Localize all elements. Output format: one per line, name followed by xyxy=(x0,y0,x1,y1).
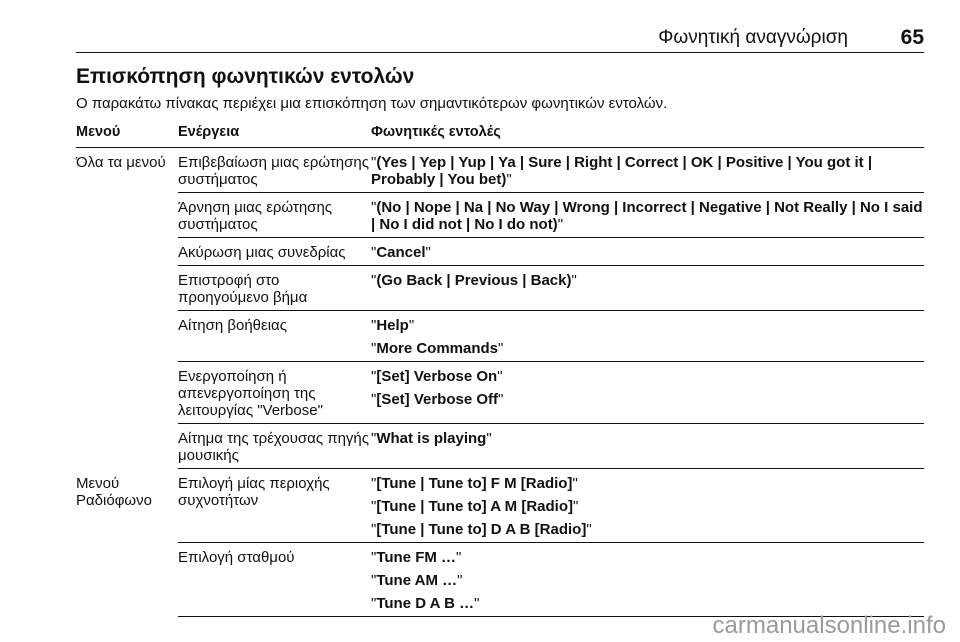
command-line: "Cancel" xyxy=(371,244,431,261)
command-text: [Tune | Tune to] D A B [Radio] xyxy=(376,521,587,538)
command-line: "[Set] Verbose Off" xyxy=(371,391,504,408)
action-cell: Επιλογή μίας περιοχής συχνοτήτων xyxy=(178,469,371,543)
action-cell: Επιλογή σταθμού xyxy=(178,543,371,617)
action-cell: Επιστροφή στο προηγούμενο βήμα xyxy=(178,266,371,311)
command-text: What is playing xyxy=(376,430,487,447)
watermark-text: carmanualsonline.info xyxy=(712,612,946,639)
commands-cell xyxy=(371,311,924,362)
table-row xyxy=(76,543,924,617)
table-row xyxy=(76,266,924,311)
table-row xyxy=(76,148,924,193)
commands-cell xyxy=(371,193,924,238)
command-line: "(No | Nope | Na | No Way | Wrong | Incorrect | Negative | Not Really | No I said | No I did not | No I do not)" xyxy=(371,199,923,233)
command-text: [Tune | Tune to] A M [Radio] xyxy=(376,498,573,515)
command-text: Tune D A B … xyxy=(376,595,475,612)
commands-cell xyxy=(371,543,924,617)
command-text: [Set] Verbose Off xyxy=(376,391,499,408)
section-intro: Ο παρακάτω πίνακας περιέχει μια επισκόπηση των σημαντικότερων φωνητικών εντολών. xyxy=(76,95,668,112)
command-text: (Go Back | Previous | Back) xyxy=(376,272,572,289)
command-text: [Set] Verbose On xyxy=(376,368,498,385)
column-header-commands: Φωνητικές εντολές xyxy=(371,116,924,148)
table-row xyxy=(76,362,924,424)
command-text: Tune FM … xyxy=(376,549,457,566)
command-line: "(Yes | Yep | Yup | Ya | Sure | Right | Correct | OK | Positive | You got it | Probably | You bet)" xyxy=(371,154,873,188)
table-row xyxy=(76,311,924,362)
column-header-action: Ενέργεια xyxy=(178,116,371,148)
commands-cell xyxy=(371,424,924,469)
command-text: (Yes | Yep | Yup | Ya | Sure | Right | Correct | OK | Positive | You got it | Probably | You bet) xyxy=(371,154,873,188)
section-title: Επισκόπηση φωνητικών εντολών xyxy=(76,65,415,88)
voice-commands-table xyxy=(76,116,924,617)
menu-cell: Όλα τα μενού xyxy=(76,154,166,171)
table-header-row xyxy=(76,116,924,148)
table-row xyxy=(76,424,924,469)
command-line: "Tune FM …" xyxy=(371,549,462,566)
action-cell: Ενεργοποίηση ή απενεργοποίηση της λειτουργίας "Verbose" xyxy=(178,362,371,424)
running-header xyxy=(76,22,924,53)
command-line: "Tune D A B …" xyxy=(371,595,480,612)
command-text: [Tune | Tune to] F M [Radio] xyxy=(376,475,573,492)
command-text: Help xyxy=(376,317,409,334)
menu-cell: Μενού Ραδιόφωνο xyxy=(76,474,152,509)
chapter-title: Φωνητική αναγνώριση xyxy=(658,27,848,48)
page-number: 65 xyxy=(900,26,924,49)
table-row xyxy=(76,193,924,238)
command-line: "Tune AM …" xyxy=(371,572,463,589)
command-line: "What is playing" xyxy=(371,430,492,447)
command-text: More Commands xyxy=(376,340,499,357)
column-header-menu: Μενού xyxy=(76,116,178,148)
command-line: "[Tune | Tune to] A M [Radio]" xyxy=(371,498,579,515)
action-cell: Ακύρωση μιας συνεδρίας xyxy=(178,238,371,266)
commands-cell xyxy=(371,469,924,543)
command-line: "Help" xyxy=(371,317,415,334)
table-row xyxy=(76,238,924,266)
table-row xyxy=(76,469,924,543)
command-line: "[Set] Verbose On" xyxy=(371,368,503,385)
command-text: (No | Nope | Na | No Way | Wrong | Incorrect | Negative | Not Really | No I said | No I did not | No I do not) xyxy=(371,199,923,233)
action-cell: Επιβεβαίωση μιας ερώτησης συστήματος xyxy=(178,148,371,193)
command-line: "More Commands" xyxy=(371,340,504,357)
command-line: "[Tune | Tune to] F M [Radio]" xyxy=(371,475,578,492)
commands-cell xyxy=(371,266,924,311)
command-line: "[Tune | Tune to] D A B [Radio]" xyxy=(371,521,592,538)
command-text: Cancel xyxy=(376,244,426,261)
command-text: Tune AM … xyxy=(376,572,458,589)
commands-cell xyxy=(371,148,924,193)
commands-cell xyxy=(371,238,924,266)
command-line: "(Go Back | Previous | Back)" xyxy=(371,272,577,289)
commands-cell xyxy=(371,362,924,424)
action-cell: Άρνηση μιας ερώτησης συστήματος xyxy=(178,193,371,238)
action-cell: Αίτηση βοήθειας xyxy=(178,311,371,362)
action-cell: Αίτημα της τρέχουσας πηγής μουσικής xyxy=(178,424,371,469)
